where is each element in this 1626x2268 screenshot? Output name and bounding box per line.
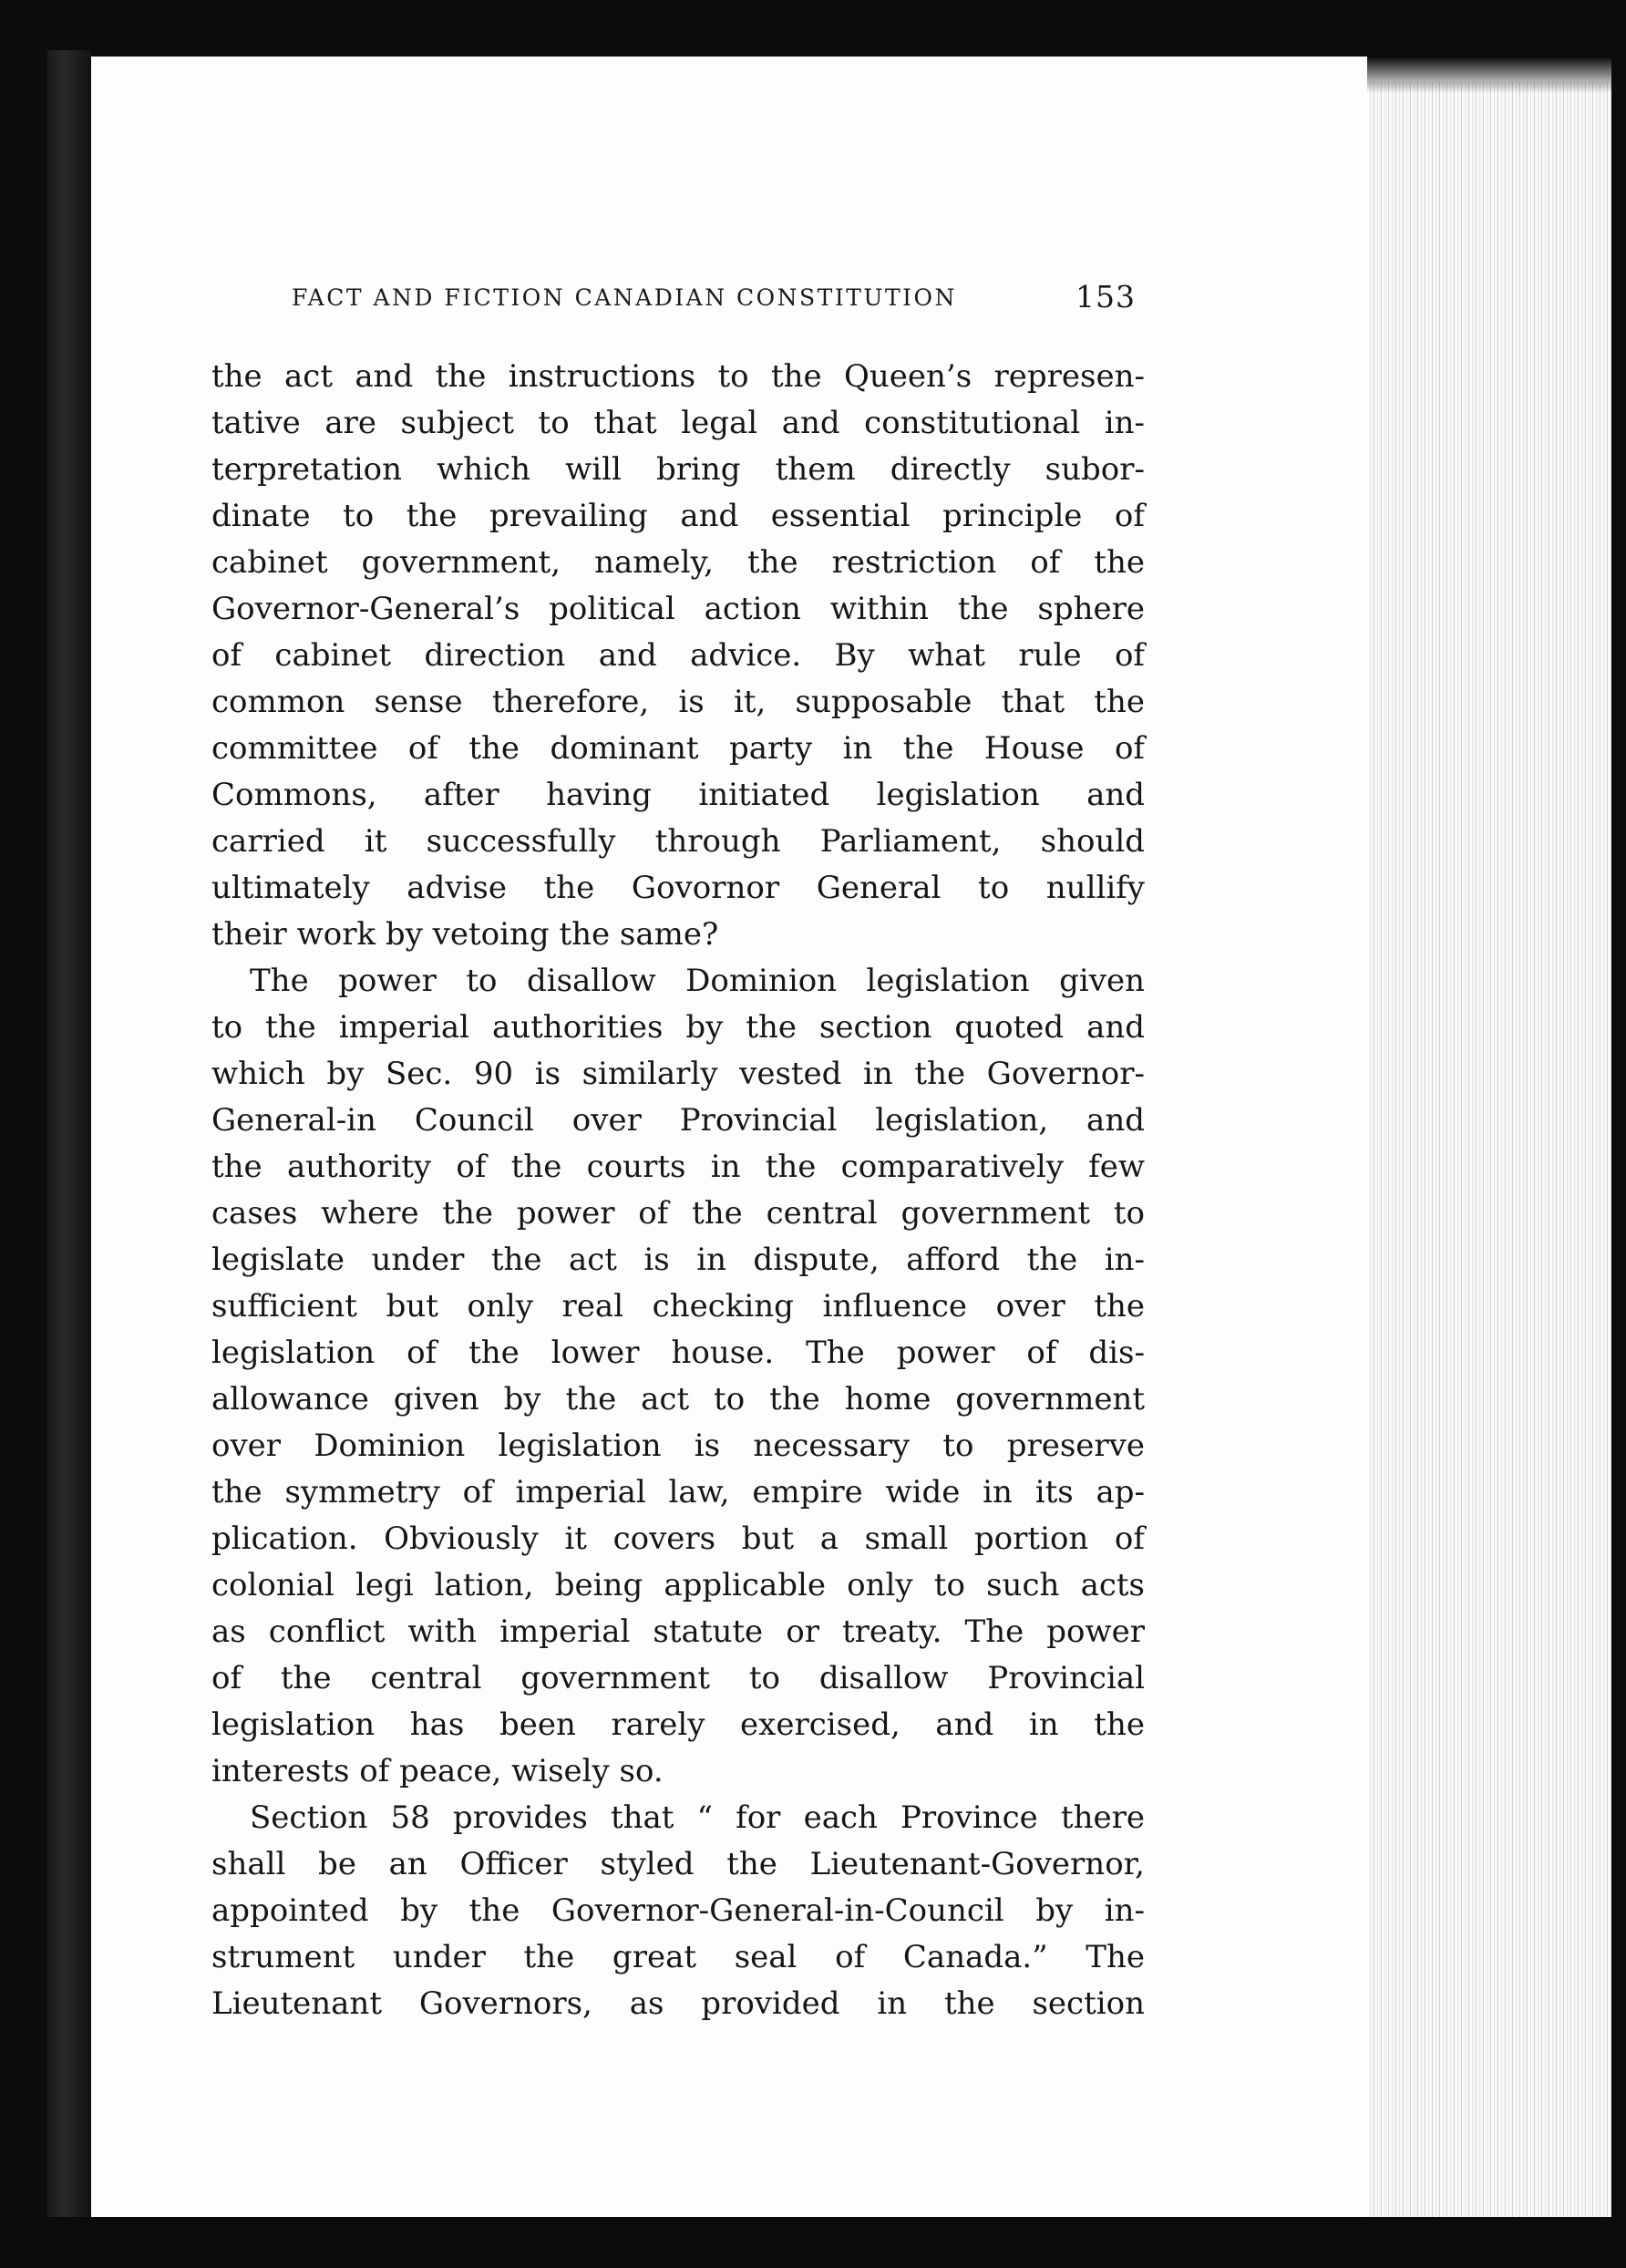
text-line: The power to disallow Dominion legislation given [250, 963, 1145, 999]
page-edges [1367, 82, 1613, 2217]
text-line: committee of the dominant party in the House of [211, 730, 1145, 767]
text-line: the symmetry of imperial law, empire wide in its ap- [211, 1474, 1145, 1510]
text-line: General-in Council over Provincial legislation, and [211, 1102, 1145, 1139]
page-number: 153 [1075, 279, 1136, 314]
text-line: ultimately advise the Govornor General to nullify [211, 870, 1145, 906]
text-line: allowance given by the act to the home government [211, 1381, 1145, 1418]
text-line: Section 58 provides that “ for each Province there [250, 1799, 1145, 1836]
text-line: their work by vetoing the same? [211, 916, 719, 953]
text-line: plication. Obviously it covers but a small portion of [211, 1521, 1145, 1557]
scan-border-top [0, 0, 1626, 57]
text-line: terpretation which will bring them directly subor- [211, 451, 1145, 488]
text-line: shall be an Officer styled the Lieutenant-Governor, [211, 1846, 1145, 1882]
text-line: which by Sec. 90 is similarly vested in the Governor- [211, 1056, 1145, 1092]
page-edges-shadow [1367, 57, 1613, 93]
text-line: to the imperial authorities by the section quoted and [211, 1009, 1145, 1046]
text-line: cabinet government, namely, the restriction of the [211, 544, 1145, 581]
text-line: tative are subject to that legal and constitutional in- [211, 405, 1145, 441]
body-text [211, 354, 1145, 2027]
text-line: as conflict with imperial statute or treaty. The power [211, 1613, 1145, 1650]
text-line: legislation of the lower house. The power of dis- [211, 1335, 1145, 1371]
text-line: dinate to the prevailing and essential principle of [211, 498, 1145, 534]
text-line: strument under the great seal of Canada.” The [211, 1939, 1145, 1975]
text-line: interests of peace, wisely so. [211, 1753, 664, 1789]
text-line: colonial legi lation, being applicable only to such acts [211, 1567, 1145, 1603]
text-line: the authority of the courts in the comparatively few [211, 1149, 1145, 1185]
text-line: of cabinet direction and advice. By what rule of [211, 637, 1145, 674]
text-line: Commons, after having initiated legislation and [211, 777, 1145, 813]
text-line: sufficient but only real checking influence over the [211, 1288, 1145, 1325]
book-spine [47, 50, 91, 2220]
text-line: over Dominion legislation is necessary to preserve [211, 1428, 1145, 1464]
running-head: FACT AND FICTION CANADIAN CONSTITUTION [292, 284, 957, 311]
text-line: the act and the instructions to the Queen’s represen- [211, 358, 1145, 395]
text-line: carried it successfully through Parliament, should [211, 823, 1145, 860]
text-line: legislate under the act is in dispute, afford the in- [211, 1242, 1145, 1278]
text-line: Lieutenant Governors, as provided in the section [211, 1985, 1145, 2022]
text-line: common sense therefore, is it, supposable that the [211, 684, 1145, 720]
text-line: appointed by the Governor-General-in-Council by in- [211, 1892, 1145, 1929]
scan-border-left [0, 0, 47, 2268]
scan-border-right [1611, 0, 1626, 2268]
text-line: of the central government to disallow Provincial [211, 1660, 1145, 1696]
text-line: cases where the power of the central government to [211, 1195, 1145, 1232]
text-line: Governor-General’s political action within the sphere [211, 591, 1145, 627]
text-line: legislation has been rarely exercised, and in the [211, 1706, 1145, 1743]
scan-border-bottom [0, 2217, 1626, 2268]
